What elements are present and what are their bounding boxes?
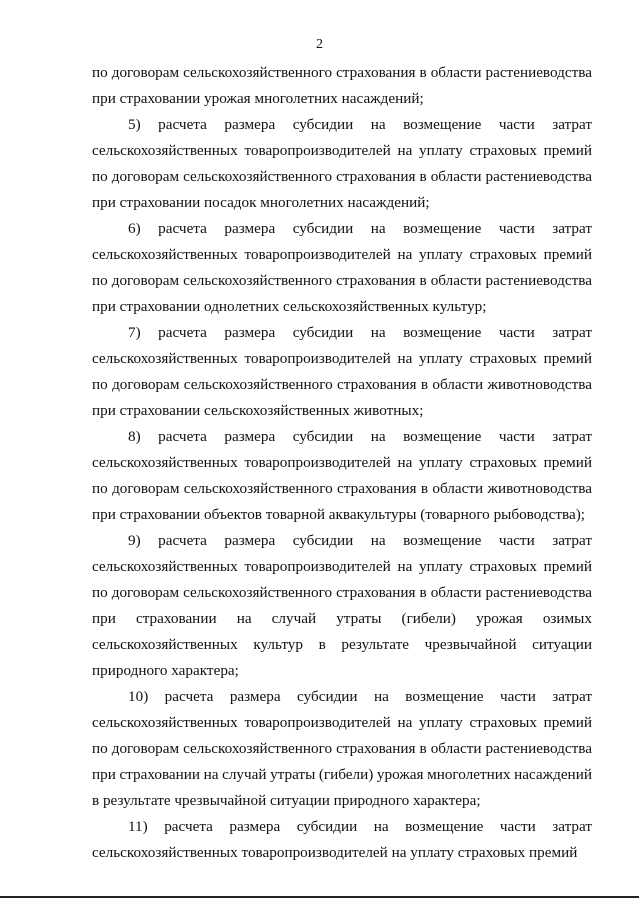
text-line: по договорам сельскохозяйственного страхования в области растениеводства xyxy=(92,168,592,185)
text-line: сельскохозяйственных товаропроизводителей на уплату страховых премий xyxy=(92,246,592,263)
paragraph xyxy=(92,424,592,528)
text-line: при страховании на случай утраты (гибели) урожая озимых xyxy=(92,610,592,627)
text-line: 5) расчета размера субсидии на возмещение части затрат xyxy=(128,116,592,133)
text-line: при страховании урожая многолетних насаждений; xyxy=(92,90,424,107)
text-line: 10) расчета размера субсидии на возмещение части затрат xyxy=(128,688,592,705)
page-number: 2 xyxy=(316,37,323,52)
paragraph xyxy=(92,814,592,866)
text-line: сельскохозяйственных товаропроизводителей на уплату страховых премий xyxy=(92,844,578,861)
text-line: сельскохозяйственных товаропроизводителей на уплату страховых премий xyxy=(92,350,592,367)
text-line: сельскохозяйственных товаропроизводителей на уплату страховых премий xyxy=(92,454,592,471)
paragraph xyxy=(92,60,592,112)
paragraph xyxy=(92,528,592,684)
text-line: по договорам сельскохозяйственного страхования в области растениеводства xyxy=(92,272,592,289)
text-line: при страховании сельскохозяйственных животных; xyxy=(92,402,424,419)
paragraph xyxy=(92,216,592,320)
text-line: при страховании посадок многолетних насаждений; xyxy=(92,194,430,211)
text-line: 6) расчета размера субсидии на возмещение части затрат xyxy=(128,220,592,237)
text-line: при страховании однолетних сельскохозяйственных культур; xyxy=(92,298,487,315)
paragraph xyxy=(92,320,592,424)
text-line: по договорам сельскохозяйственного страхования в области растениеводства xyxy=(92,584,592,601)
text-line: природного характера; xyxy=(92,662,239,679)
text-line: 7) расчета размера субсидии на возмещение части затрат xyxy=(128,324,592,341)
text-line: сельскохозяйственных товаропроизводителей на уплату страховых премий xyxy=(92,714,592,731)
text-line: сельскохозяйственных товаропроизводителей на уплату страховых премий xyxy=(92,142,592,159)
document-body xyxy=(92,60,592,866)
text-line: по договорам сельскохозяйственного страхования в области растениеводства xyxy=(92,64,592,81)
text-line: при страховании объектов товарной аквакультуры (товарного рыбоводства); xyxy=(92,506,586,523)
text-line: в результате чрезвычайной ситуации природного характера; xyxy=(92,792,481,809)
text-line: 9) расчета размера субсидии на возмещение части затрат xyxy=(128,532,592,549)
text-line: при страховании на случай утраты (гибели) урожая многолетних насаждений xyxy=(92,766,592,783)
text-line: по договорам сельскохозяйственного страхования в области животноводства xyxy=(92,480,592,497)
text-line: по договорам сельскохозяйственного страхования в области растениеводства xyxy=(92,740,592,757)
paragraph xyxy=(92,112,592,216)
text-line: по договорам сельскохозяйственного страхования в области животноводства xyxy=(92,376,592,393)
text-line: сельскохозяйственных товаропроизводителей на уплату страховых премий xyxy=(92,558,592,575)
paragraph xyxy=(92,684,592,814)
text-line: сельскохозяйственных культур в результате чрезвычайной ситуации xyxy=(92,636,592,653)
scan-edge-line xyxy=(0,896,639,898)
text-line: 11) расчета размера субсидии на возмещение части затрат xyxy=(128,818,592,835)
text-line: 8) расчета размера субсидии на возмещение части затрат xyxy=(128,428,592,445)
